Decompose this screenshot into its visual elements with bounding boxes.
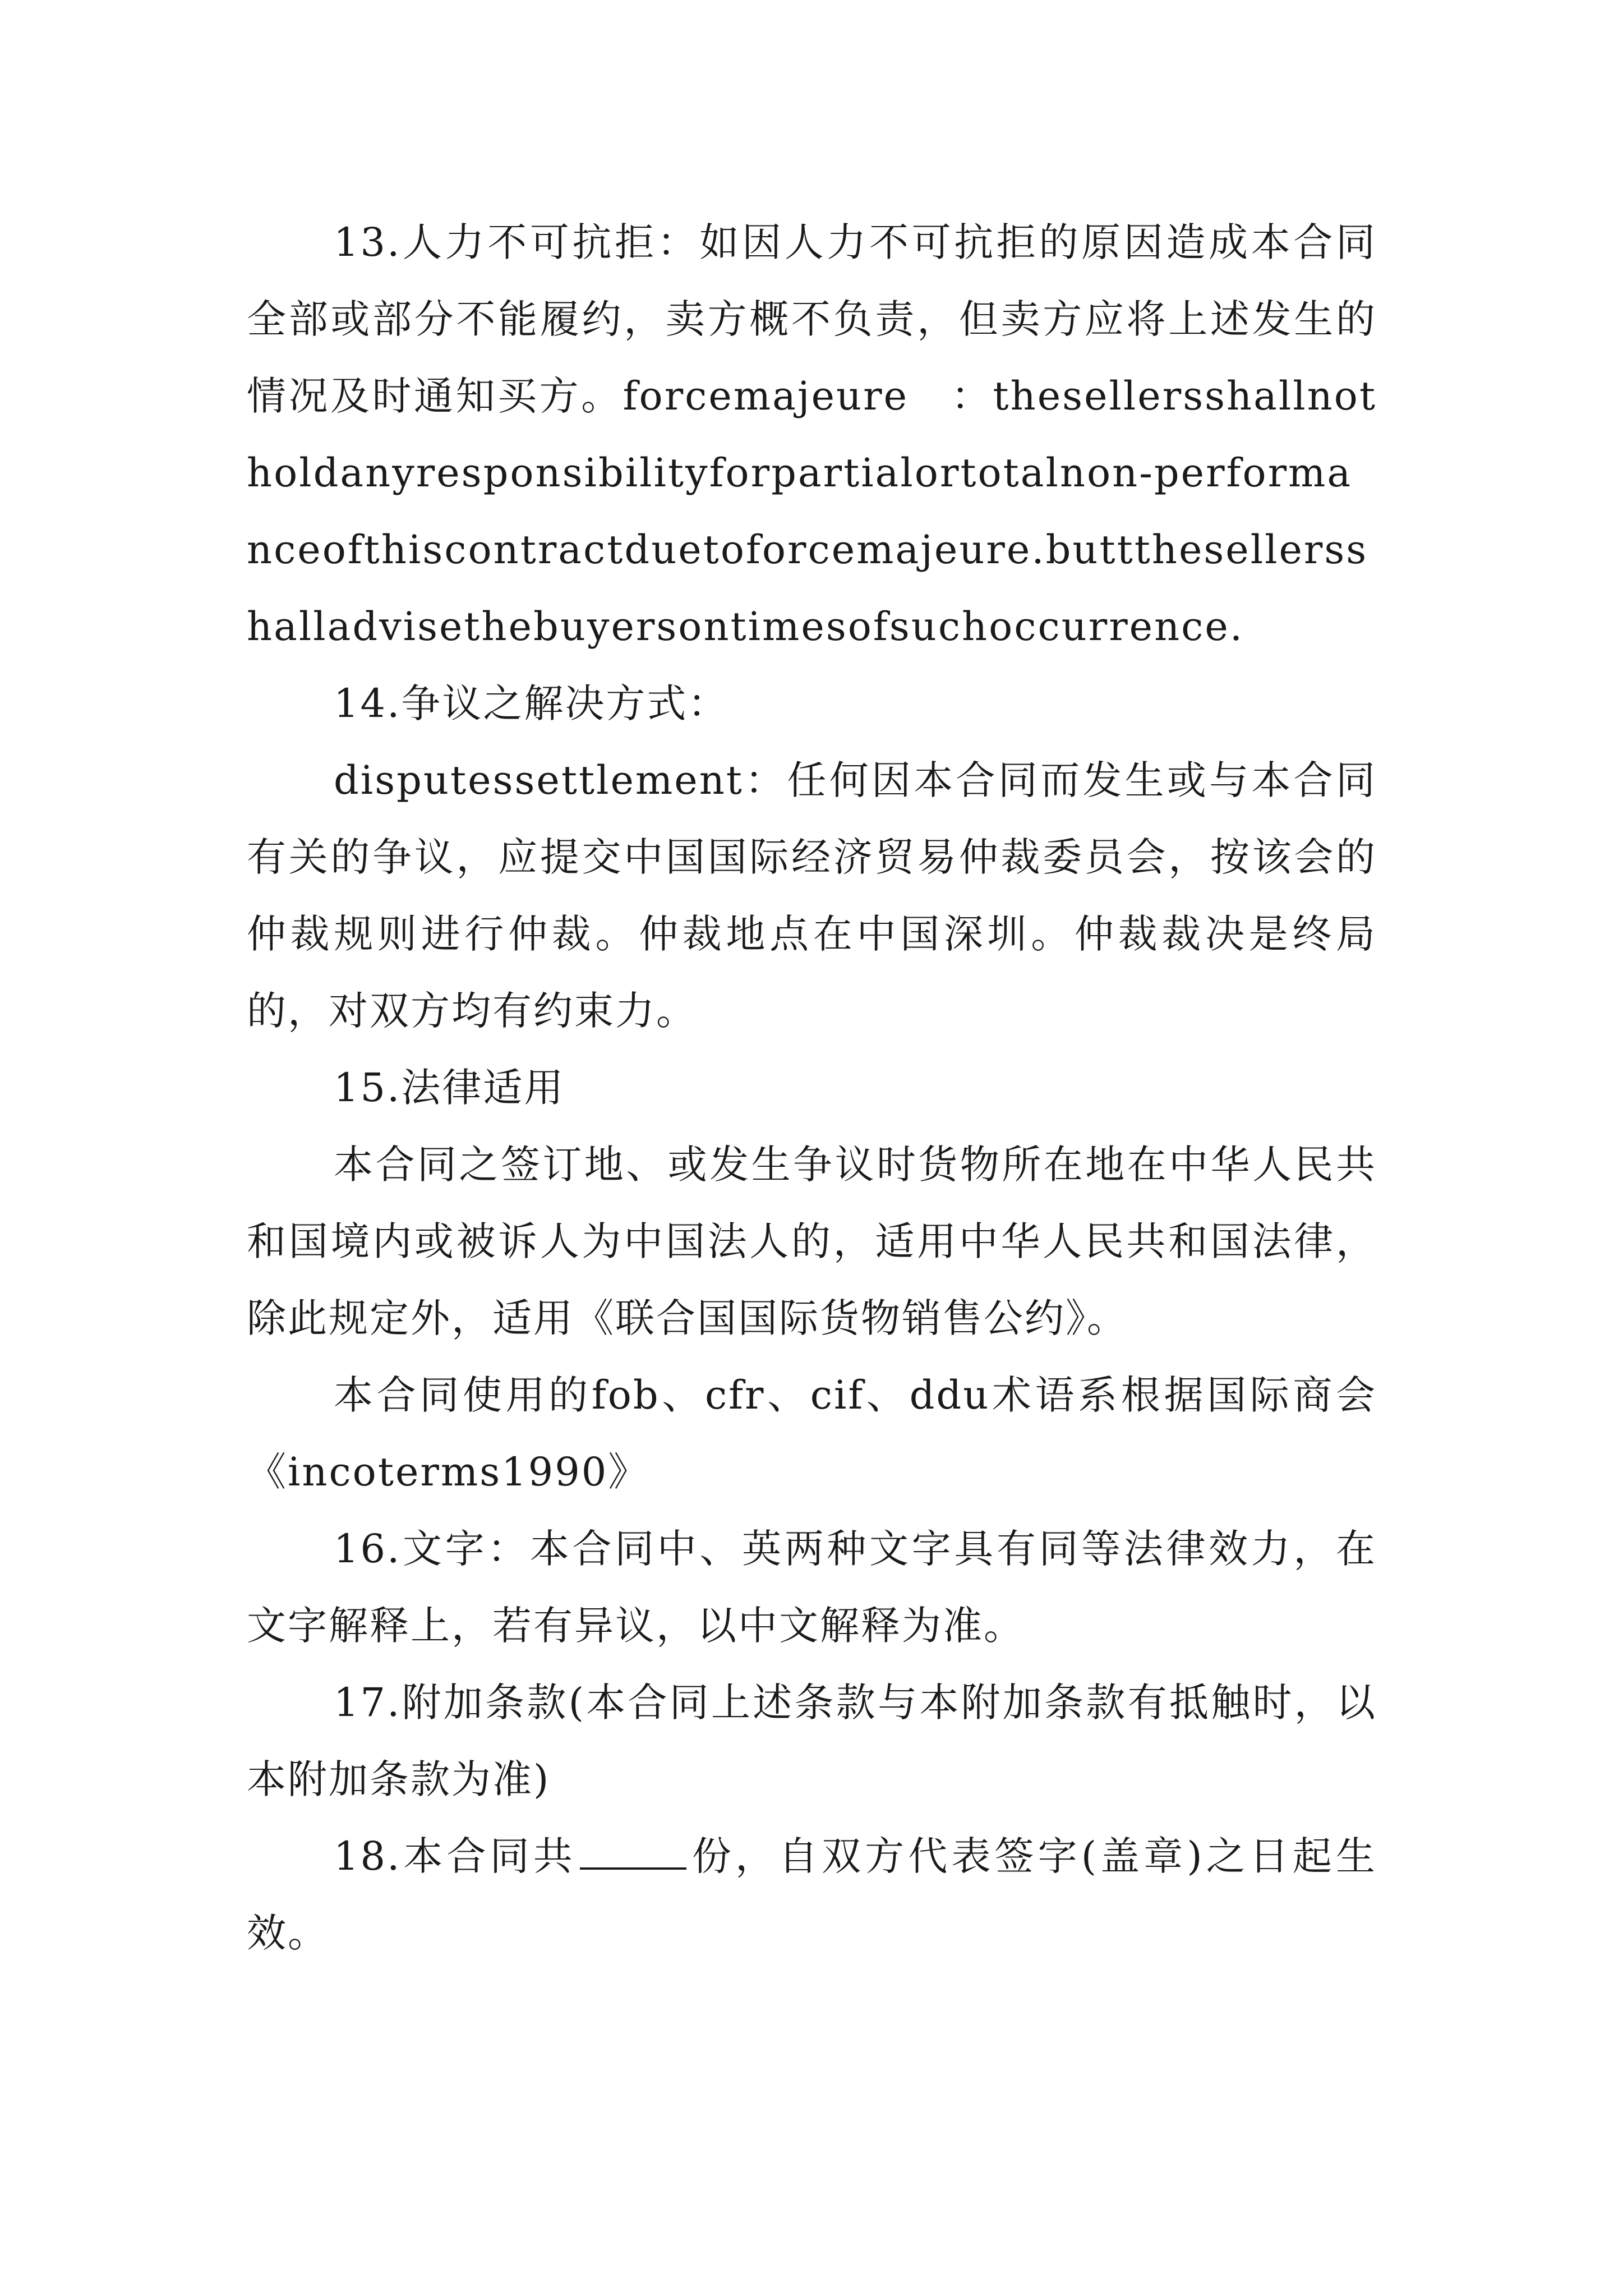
clause-13-chinese-text: 13.人力不可抗拒：如因人力不可抗拒的原因造成本合同全部或部分不能履约，卖方概不负责，但卖方应将上述发生的情况及时通知买方。	[247, 219, 1377, 419]
clause-18-text-start: 18.本合同共	[334, 1833, 577, 1879]
clause-13-paragraph	[247, 204, 1377, 665]
clause-14-body: disputessettlement：任何因本合同而发生或与本合同有关的争议，应提交中国国际经济贸易仲裁委员会，按该会的仲裁规则进行仲裁。仲裁地点在中国深圳。仲裁裁决是终局的，对双方均有约束力。	[247, 757, 1377, 1034]
clause-15-body-incoterms: 本合同使用的fob、cfr、cif、ddu术语系根据国际商会《incoterms1990》	[247, 1372, 1377, 1495]
clause-15-body-governing-law: 本合同之签订地、或发生争议时货物所在地在中华人民共和国境内或被诉人为中国法人的，适用中华人民共和国法律，除此规定外，适用《联合国国际货物销售公约》。	[247, 1142, 1377, 1341]
clause-13-english-text: forcemajeure ：thesellersshallnotholdanyresponsibilityforpartialortotalnon-performanceofthiscontractduetoforcemajeure.buttthesellersshalladvisethebuyersontimesofsuchoccurrence.	[247, 373, 1377, 650]
clause-18-paragraph	[247, 1818, 1377, 1972]
clause-14-heading: 14.争议之解决方式：	[334, 680, 729, 726]
clause-17-body: 17.附加条款(本合同上述条款与本附加条款有抵触时，以本附加条款为准)	[247, 1680, 1377, 1802]
contract-body	[247, 204, 1377, 1972]
copies-blank-line	[580, 1834, 686, 1870]
clause-18-text-end: 份，自双方代表签字(盖章)之日起生效。	[247, 1833, 1377, 1956]
clause-15-heading: 15.法律适用	[334, 1065, 565, 1111]
clause-16-body: 16.文字：本合同中、英两种文字具有同等法律效力，在文字解释上，若有异议，以中文解释为准。	[247, 1526, 1377, 1649]
